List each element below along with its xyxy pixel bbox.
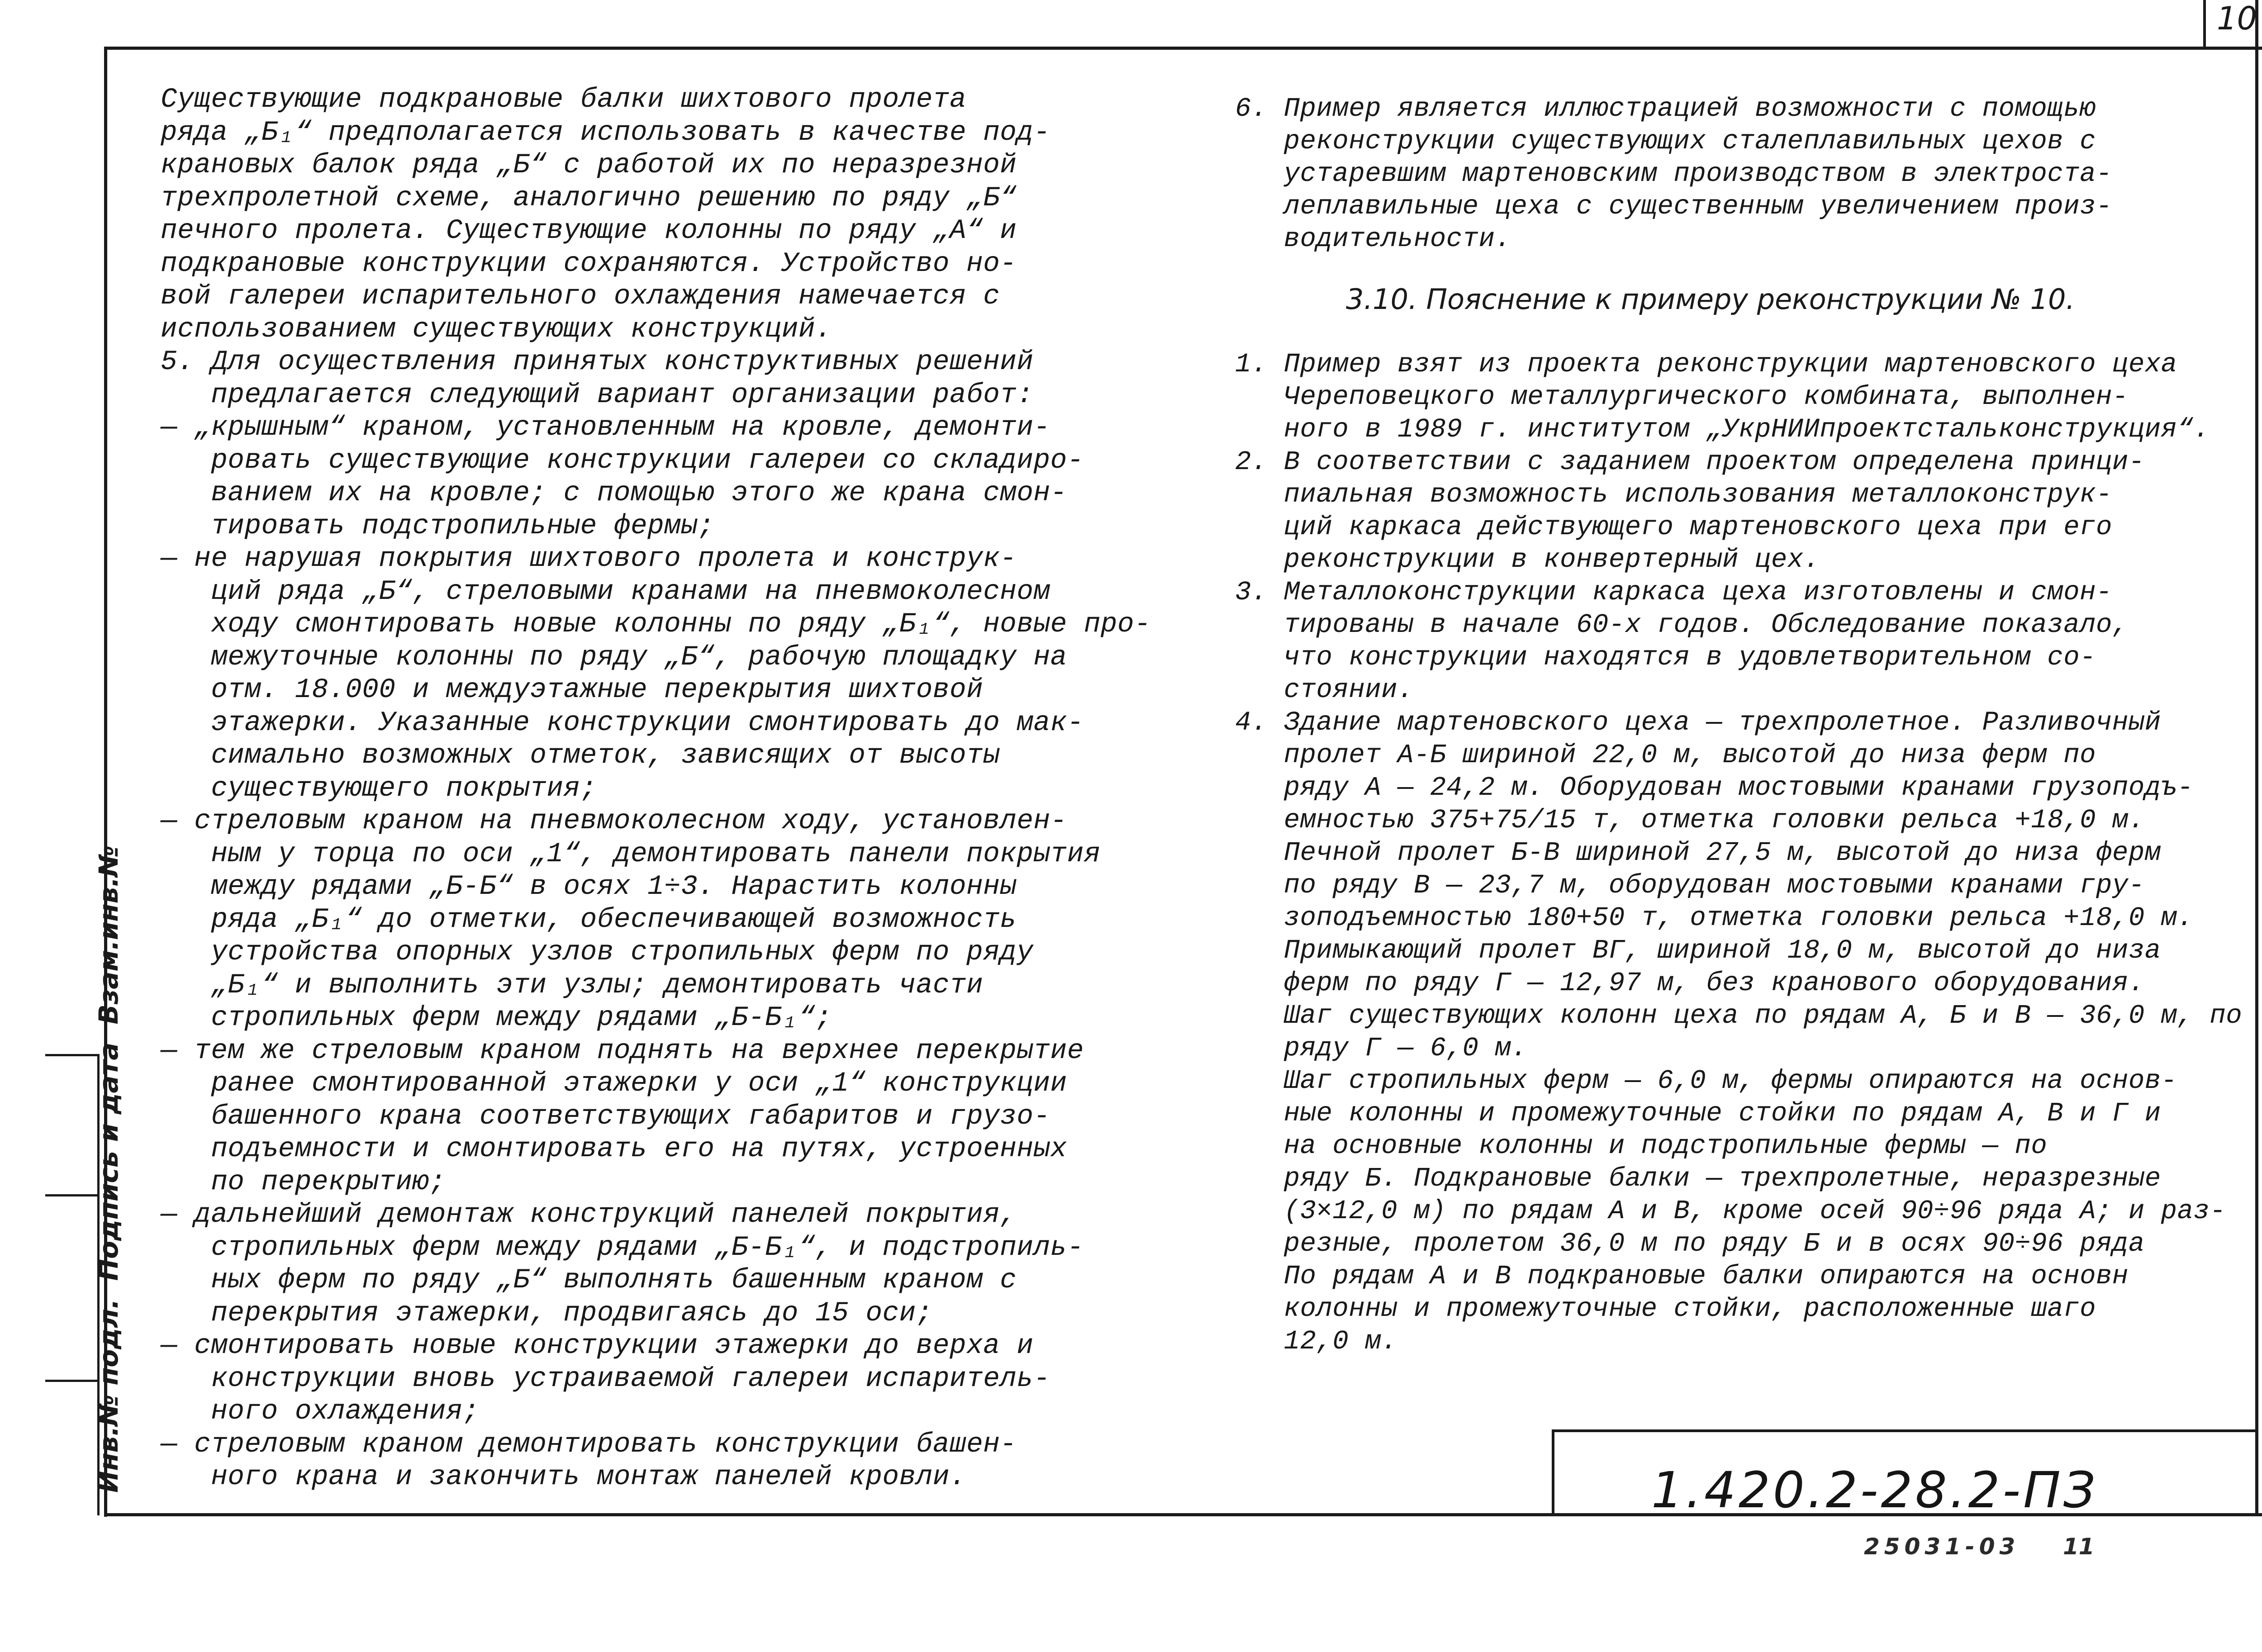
left-column-text: Существующие подкрановые балки шихтового пролета ряда „Б₁“ предполагается использовать в качестве под- крановых балок ряда „Б“ с работой их по неразрезной трехпролетной схеме, аналогично решению по ряду „Б“ печного пролета. Существующие колонны по ряду „А“ и подкрановые конструкции сохраняются. Устройство но- вой галереи испарительного охлаждения намечается с использованием существующих конструкций. 5. Для осуществления принятых конструктивных решений предлагается следующий вариант организации работ: — „крышным“ краном, установленным на кровле, демонти- ровать существующие конструкции галереи со складиро- ванием их на кровле; с помощью этого же крана смон- тировать подстропильные фермы; — не нарушая покрытия шихтового пролета и конструк- ций ряда „Б“, стреловыми кранами на пневмоколесном ходу смонтировать новые колонны по ряду „Б₁“, новые про- межуточные колонны по ряду „Б“, рабочую площадку на отм. 18.000 и междуэтажные перекрытия шихтовой этажерки. Указанные конструкции смонтировать до мак- симально возможных отметок, зависящих от высоты существующего покрытия; — стреловым краном на пневмоколесном ходу, установлен- ным у торца по оси „1“, демонтировать панели покрытия между рядами „Б-Б“ в осях 1÷3. Нарастить колонны ряда „Б₁“ до отметки, обеспечивающей возможность устройства опорных узлов стропильных ферм по ряду „Б₁“ и выполнить эти узлы; демонтировать части стропильных ферм между рядами „Б-Б₁“; — тем же стреловым краном поднять на верхнее перекрытие ранее смонтированной этажерки у оси „1“ конструкции башенного крана соответствующих габаритов и грузо- подъемности и смонтировать его на путях, устроенных по перекрытию; — дальнейший демонтаж конструкций панелей покрытия, стропильных ферм между рядами „Б-Б₁“, и подстропиль- ных ферм по ряду „Б“ выполнять башенным краном с перекрытия этажерки, продвигаясь до 15 оси; — смонтировать новые конструкции этажерки до верха и конструкции вновь устраиваемой галереи испаритель- ного охлаждения; — стреловым краном демонтировать конструкции башен- ного крана и закончить монтаж панелей кровли. [161, 84, 1151, 1493]
page-number-box-left [2203, 0, 2206, 49]
side-stamp-cell-inv: Инв.№ подл. [93, 1299, 124, 1493]
right-column-body: 1. Пример взят из проекта реконструкции мартеновского цеха Череповецкого металлургического комбината, выполнен- ного в 1989 г. институтом „УкрНИИпроектстальконструкция“. 2. В соответствии с заданием проектом определена принци- пиальная возможность использования металлоконструк- ций каркаса действующего мартеновского цеха при его реконструкции в конвертерный цех. 3. Металлоконструкции каркаса цеха изготовлены и смон- тированы в начале 60-х годов. Обследование показало, что конструкции находятся в удовлетворительном со- стоянии. 4. Здание мартеновского цеха — трехпролетное. Разливочный пролет А-Б шириной 22,0 м, высотой до низа ферм по ряду А — 24,2 м. Оборудован мостовыми кранами грузоподъ- емностью 375+75/15 т, отметка головки рельса +18,0 м. Печной пролет Б-В шириной 27,5 м, высотой до низа ферм по ряду В — 23,7 м, оборудован мостовыми кранами гру- зоподъемностью 180+50 т, отметка головки рельса +18,0 м. Примыкающий пролет ВГ, шириной 18,0 м, высотой до низа ферм по ряду Г — 12,97 м, без кранового оборудования. Шаг существующих колонн цеха по рядам А, Б и В — 36,0 м, по ряду Г — 6,0 м. Шаг стропильных ферм — 6,0 м, фермы опираются на основ- ные колонны и промежуточные стойки по рядам А, В и Г и на основные колонны и подстропильные фермы — по ряду Б. Подкрановые балки — трехпролетные, неразрезные (3×12,0 м) по рядам А и В, кроме осей 90÷96 ряда А; и раз- резные, пролетом 36,0 м по ряду Б и в осях 90÷96 ряда По рядам А и В подкрановые балки опираются на основн колонны и промежуточные стойки, расположенные шаго 12,0 м. [1235, 349, 2243, 1357]
frame-top-line [104, 47, 2262, 50]
side-stamp-cell-signature: Подпись и дата [93, 1042, 124, 1281]
page-number: 10 [2217, 0, 2257, 37]
archive-number: 25031-03 [1864, 1533, 2020, 1560]
side-stamp [88, 845, 129, 1493]
title-block-left-line [1552, 1429, 1554, 1515]
right-column-item-6: 6. Пример является иллюстрацией возможности с помощью реконструкции существующих сталеплавильных цехов с устаревшим мартеновским производством в электроста- леплавильные цеха с существенным увеличением произ- водительности. [1235, 94, 2112, 254]
document-code: 1.420.2-28.2-ПЗ [1651, 1461, 2098, 1519]
sheet-number: 11 [2063, 1533, 2095, 1560]
side-stamp-cell-replacement: Взам.инв.№ [93, 845, 124, 1025]
section-title: 3.10. Пояснение к примеру реконструкции № 10. [1346, 283, 2075, 316]
frame-right-line [2255, 0, 2258, 1516]
title-block-top-line [1552, 1429, 2257, 1432]
